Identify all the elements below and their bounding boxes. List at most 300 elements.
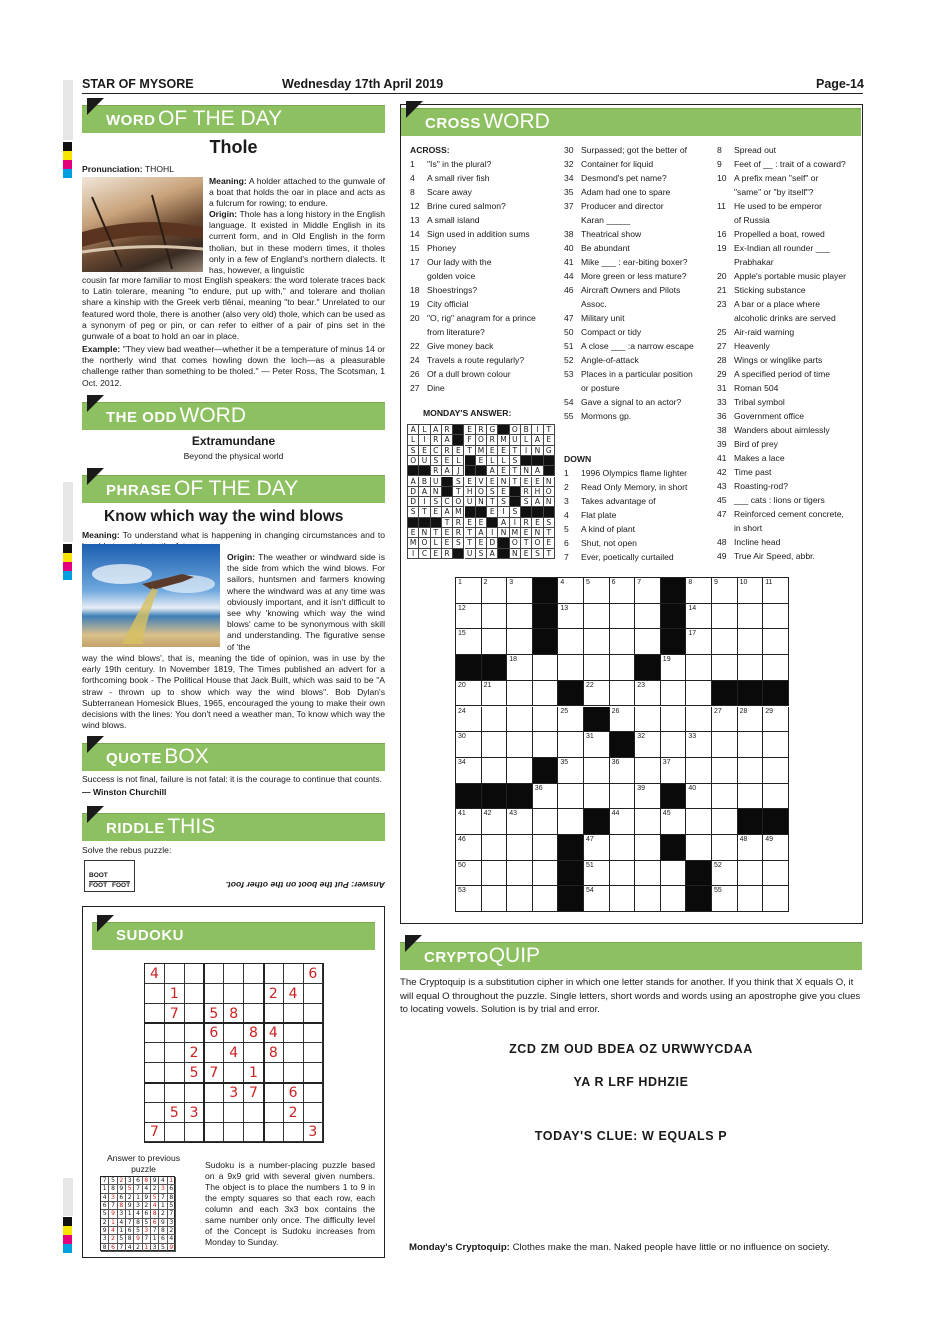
crossword-cell[interactable] <box>661 578 687 604</box>
banner-text: CROSS <box>425 115 481 132</box>
sudoku-cell[interactable] <box>244 984 264 1004</box>
crossword-cell[interactable] <box>456 784 482 810</box>
sudoku-cell[interactable] <box>264 1103 284 1123</box>
clue-line: 18 Shoestrings? <box>410 285 478 295</box>
sudoku-cell[interactable] <box>264 1122 284 1142</box>
banner-text: BOX <box>164 745 209 768</box>
crossword-cell[interactable] <box>507 681 533 707</box>
crossword-cell[interactable] <box>712 861 738 887</box>
crossword-cell[interactable] <box>686 681 712 707</box>
clue-line: 8 Scare away <box>410 187 472 197</box>
crossword-cell[interactable] <box>763 861 789 887</box>
cell-number: 25 <box>560 707 569 715</box>
sudoku-answer-cell: 6 <box>101 1202 109 1210</box>
crossword-cell[interactable] <box>558 681 584 707</box>
sudoku-cell: 8 <box>224 1004 244 1024</box>
crossword-cell[interactable] <box>738 758 764 784</box>
answer-cell: H <box>465 487 476 497</box>
sudoku-cell[interactable] <box>204 964 224 984</box>
clue-line: of Russia <box>734 215 770 225</box>
crossword-cell[interactable] <box>686 886 712 912</box>
crossword-cell[interactable] <box>558 835 584 861</box>
sudoku-cell: 4 <box>145 964 165 984</box>
answer-cell: G <box>487 425 498 435</box>
sudoku-cell[interactable] <box>145 1083 165 1103</box>
crossword-cell[interactable] <box>584 655 610 681</box>
sudoku-cell[interactable] <box>185 1083 205 1103</box>
crossword-cell[interactable] <box>558 784 584 810</box>
crossword-cell[interactable] <box>456 578 482 604</box>
word-example: Example: "They view bad weather—whether it be a temperature of minus 14 or the northerly wind that comes howling down the loch—as a pleasurable challenge rather than something to be tholed." — Peter Ross, The Scotsman, 1 Oct. 2012. <box>82 344 386 388</box>
crossword-cell[interactable] <box>686 578 712 604</box>
answer-cell <box>510 487 521 497</box>
crossword-cell[interactable] <box>456 861 482 887</box>
sudoku-cell[interactable] <box>224 1103 244 1123</box>
crossword-cell[interactable] <box>686 809 712 835</box>
riddle-prompt: Solve the rebus puzzle: <box>82 845 172 855</box>
answer-cell: D <box>408 497 419 507</box>
crossword-cell[interactable] <box>558 809 584 835</box>
sudoku-cell[interactable] <box>185 1122 205 1142</box>
sudoku-cell[interactable] <box>224 1063 244 1083</box>
answer-cell: A <box>487 466 498 476</box>
crossword-cell[interactable] <box>456 629 482 655</box>
crossword-cell[interactable] <box>558 861 584 887</box>
answer-cell: I <box>498 507 509 517</box>
answer-cell: E <box>476 538 487 548</box>
crossword-cell[interactable] <box>507 886 533 912</box>
crossword-cell[interactable] <box>635 809 661 835</box>
sudoku-cell[interactable] <box>204 1083 224 1103</box>
clue-line: 26 Of a dull brown colour <box>410 369 511 379</box>
banner-text: QUOTE <box>106 750 162 767</box>
crossword-cell[interactable] <box>712 655 738 681</box>
sudoku-cell[interactable] <box>284 1023 304 1043</box>
sudoku-cell[interactable] <box>204 1122 224 1142</box>
crossword-cell[interactable] <box>686 835 712 861</box>
crossword-cell[interactable] <box>482 886 508 912</box>
crossword-cell[interactable] <box>686 861 712 887</box>
crossword-cell[interactable] <box>456 707 482 733</box>
answer-cell: T <box>465 538 476 548</box>
crossword-cell[interactable] <box>763 809 789 835</box>
crossword-cell[interactable] <box>482 809 508 835</box>
crossword-cell[interactable] <box>763 578 789 604</box>
sudoku-cell[interactable] <box>165 1063 185 1083</box>
crossword-cell[interactable] <box>712 732 738 758</box>
crossword-cell[interactable] <box>533 835 559 861</box>
sudoku-cell[interactable] <box>185 1023 205 1043</box>
sudoku-cell[interactable] <box>284 1063 304 1083</box>
sudoku-cell[interactable] <box>165 1083 185 1103</box>
crossword-cell[interactable] <box>763 784 789 810</box>
crossword-cell[interactable] <box>738 707 764 733</box>
crossword-cell[interactable] <box>635 655 661 681</box>
crossword-cell[interactable] <box>635 604 661 630</box>
crossword-cell[interactable] <box>738 655 764 681</box>
sudoku-cell[interactable] <box>145 1043 165 1063</box>
sudoku-cell: 7 <box>145 1122 165 1142</box>
sudoku-cell[interactable] <box>303 1023 323 1043</box>
crossword-cell[interactable] <box>584 835 610 861</box>
crossword-cell[interactable] <box>712 784 738 810</box>
crossword-cell[interactable] <box>482 629 508 655</box>
sudoku-cell[interactable] <box>244 1122 264 1142</box>
crossword-cell[interactable] <box>712 835 738 861</box>
crossword-cell[interactable] <box>482 758 508 784</box>
answer-cell: N <box>532 528 543 538</box>
cell-number: 11 <box>765 579 773 586</box>
sudoku-cell[interactable] <box>145 1004 165 1024</box>
sudoku-answer-cell: 3 <box>151 1244 159 1252</box>
sudoku-cell[interactable] <box>165 1043 185 1063</box>
crossword-cell[interactable] <box>533 707 559 733</box>
crossword-cell[interactable] <box>507 784 533 810</box>
answer-cell: A <box>442 507 453 517</box>
crossword-cell[interactable] <box>456 835 482 861</box>
across-clues-col1 <box>410 157 536 395</box>
rebus-left: FOOT <box>89 882 108 889</box>
crossword-cell[interactable] <box>533 578 559 604</box>
crossword-cell[interactable] <box>610 861 636 887</box>
crossword-cell[interactable] <box>610 784 636 810</box>
crossword-cell[interactable] <box>763 604 789 630</box>
sudoku-cell[interactable] <box>145 1103 165 1123</box>
crossword-cell[interactable] <box>661 809 687 835</box>
crossword-cell[interactable] <box>661 886 687 912</box>
crossword-cell[interactable] <box>456 758 482 784</box>
crossword-cell[interactable] <box>584 732 610 758</box>
crossword-cell[interactable] <box>610 886 636 912</box>
crossword-cell[interactable] <box>482 681 508 707</box>
crossword-cell[interactable] <box>533 681 559 707</box>
sudoku-cell[interactable] <box>224 964 244 984</box>
crossword-cell[interactable] <box>635 707 661 733</box>
crossword-cell[interactable] <box>738 732 764 758</box>
crossword-cell[interactable] <box>661 655 687 681</box>
sudoku-cell[interactable] <box>165 1023 185 1043</box>
crossword-cell[interactable] <box>661 707 687 733</box>
crossword-cell[interactable] <box>558 655 584 681</box>
answer-cell: A <box>431 425 442 435</box>
crossword-cell[interactable] <box>635 629 661 655</box>
crossword-cell[interactable] <box>584 707 610 733</box>
crossword-cell[interactable] <box>610 681 636 707</box>
sudoku-cell: 2 <box>185 1043 205 1063</box>
cell-number: 44 <box>611 810 620 818</box>
answer-cell: L <box>431 538 442 548</box>
answer-cell: A <box>442 435 453 445</box>
crossword-cell[interactable] <box>507 604 533 630</box>
crossword-cell[interactable] <box>507 707 533 733</box>
crossword-cell[interactable] <box>558 578 584 604</box>
crossword-cell[interactable] <box>533 758 559 784</box>
crossword-cell[interactable] <box>635 681 661 707</box>
crossword-cell[interactable] <box>738 861 764 887</box>
answer-cell <box>453 425 464 435</box>
crossword-cell[interactable] <box>507 835 533 861</box>
sudoku-cell[interactable] <box>244 1043 264 1063</box>
sudoku-cell: 7 <box>204 1063 224 1083</box>
answer-cell: T <box>521 538 532 548</box>
crossword-cell[interactable] <box>610 707 636 733</box>
crossword-cell[interactable] <box>661 732 687 758</box>
crossword-cell[interactable] <box>686 732 712 758</box>
sudoku-cell: 6 <box>204 1023 224 1043</box>
crossword-cell[interactable] <box>558 732 584 758</box>
answer-cell: S <box>431 456 442 466</box>
crossword-cell[interactable] <box>482 732 508 758</box>
answer-cell: J <box>453 466 464 476</box>
paper-name: STAR OF MYSORE <box>82 77 194 91</box>
crossword-cell[interactable] <box>661 681 687 707</box>
sudoku-cell[interactable] <box>303 1103 323 1123</box>
cell-number: 35 <box>560 758 569 766</box>
crossword-cell[interactable] <box>763 758 789 784</box>
cell-number: 51 <box>586 861 594 869</box>
crossword-cell[interactable] <box>738 578 764 604</box>
crossword-cell[interactable] <box>456 604 482 630</box>
answer-cell: A <box>532 466 543 476</box>
crossword-cell[interactable] <box>533 861 559 887</box>
sudoku-cell[interactable] <box>224 984 244 1004</box>
crossword-cell[interactable] <box>686 758 712 784</box>
sudoku-cell[interactable] <box>303 1043 323 1063</box>
clue-line: 15 Phoney <box>410 243 457 253</box>
sudoku-answer-cell: 5 <box>118 1235 126 1243</box>
crossword-cell[interactable] <box>738 809 764 835</box>
crossword-cell[interactable] <box>661 604 687 630</box>
crossword-cell[interactable] <box>584 809 610 835</box>
answer-cell: R <box>453 528 464 538</box>
sudoku-cell[interactable] <box>224 1023 244 1043</box>
crossword-cell[interactable] <box>507 732 533 758</box>
crossword-cell[interactable] <box>482 604 508 630</box>
crossword-cell[interactable] <box>558 707 584 733</box>
cell-number: 29 <box>765 707 773 715</box>
clue-line: 42 Time past <box>717 467 772 477</box>
cell-number: 45 <box>662 810 671 818</box>
crossword-cell[interactable] <box>533 732 559 758</box>
sudoku-cell[interactable] <box>145 984 165 1004</box>
crossword-cell[interactable] <box>738 784 764 810</box>
crossword-cell[interactable] <box>712 707 738 733</box>
crossword-cell[interactable] <box>584 604 610 630</box>
crossword-cell[interactable] <box>635 835 661 861</box>
crossword-cell[interactable] <box>533 886 559 912</box>
sudoku-answer-cell: 5 <box>101 1210 109 1218</box>
crossword-cell[interactable] <box>712 604 738 630</box>
crossword-cell[interactable] <box>763 655 789 681</box>
banner-text: CRYPTO <box>424 949 489 966</box>
sudoku-cell[interactable] <box>185 964 205 984</box>
crossword-cell[interactable] <box>533 655 559 681</box>
answer-cell: N <box>431 487 442 497</box>
sudoku-cell[interactable] <box>303 1004 323 1024</box>
crossword-cell[interactable] <box>635 732 661 758</box>
crossword-cell[interactable] <box>533 629 559 655</box>
sudoku-cell[interactable] <box>303 1063 323 1083</box>
crossword-cell[interactable] <box>610 758 636 784</box>
sudoku-cell[interactable] <box>303 1083 323 1103</box>
sudoku-cell[interactable] <box>165 964 185 984</box>
sudoku-cell[interactable] <box>284 1043 304 1063</box>
sudoku-cell[interactable] <box>284 1122 304 1142</box>
sudoku-cell[interactable] <box>185 984 205 1004</box>
crossword-cell[interactable] <box>661 861 687 887</box>
crossword-cell[interactable] <box>661 629 687 655</box>
crossword-cell[interactable] <box>763 886 789 912</box>
sudoku-cell[interactable] <box>264 1063 284 1083</box>
cell-number: 24 <box>458 707 466 715</box>
crossword-cell[interactable] <box>686 629 712 655</box>
sudoku-answer-cell: 6 <box>143 1210 151 1218</box>
crossword-cell[interactable] <box>507 578 533 604</box>
crossword-cell[interactable] <box>610 809 636 835</box>
crossword-cell[interactable] <box>533 604 559 630</box>
crossword-cell[interactable] <box>558 758 584 784</box>
crossword-cell[interactable] <box>584 681 610 707</box>
sudoku-cell[interactable] <box>204 984 224 1004</box>
crossword-cell[interactable] <box>763 835 789 861</box>
answer-cell: V <box>476 477 487 487</box>
crossword-cell[interactable] <box>584 886 610 912</box>
crossword-cell[interactable] <box>507 629 533 655</box>
sudoku-cell[interactable] <box>165 1122 185 1142</box>
crossword-cell[interactable] <box>610 655 636 681</box>
crossword-cell[interactable] <box>763 629 789 655</box>
sudoku-cell[interactable] <box>284 964 304 984</box>
sudoku-answer-cell: 5 <box>143 1219 151 1227</box>
crossword-cell[interactable] <box>610 604 636 630</box>
crossword-cell[interactable] <box>635 861 661 887</box>
crossword-cell[interactable] <box>712 758 738 784</box>
sudoku-cell[interactable] <box>244 1103 264 1123</box>
crossword-cell[interactable] <box>635 886 661 912</box>
answer-cell: O <box>510 425 521 435</box>
answer-cell: U <box>465 497 476 507</box>
crossword-cell[interactable] <box>482 707 508 733</box>
sudoku-cell[interactable] <box>284 1004 304 1024</box>
crossword-cell[interactable] <box>738 835 764 861</box>
crossword-cell[interactable] <box>610 835 636 861</box>
crossword-cell[interactable] <box>456 655 482 681</box>
crossword-cell[interactable] <box>712 629 738 655</box>
crossword-cell[interactable] <box>507 655 533 681</box>
banner-text: PHRASE <box>106 482 172 499</box>
crossword-cell[interactable] <box>533 784 559 810</box>
clue-line: 41 Mike ___ : ear-biting boxer? <box>564 257 688 267</box>
crossword-cell[interactable] <box>482 655 508 681</box>
crossword-cell[interactable] <box>661 758 687 784</box>
crossword-cell[interactable] <box>482 835 508 861</box>
sudoku-answer-cell: 2 <box>118 1177 126 1185</box>
crossword-cell[interactable] <box>661 835 687 861</box>
answer-cell: T <box>419 507 430 517</box>
answer-cell: S <box>487 487 498 497</box>
crossword-cell[interactable] <box>738 629 764 655</box>
clue-line: 35 Adam had one to spare <box>564 187 671 197</box>
crossword-cell[interactable] <box>738 681 764 707</box>
sudoku-cell[interactable] <box>244 1004 264 1024</box>
cell-number: 31 <box>586 733 594 741</box>
sudoku-cell[interactable] <box>224 1122 244 1142</box>
answer-cell: E <box>521 549 532 559</box>
crossword-cell[interactable] <box>712 886 738 912</box>
phrase-banner <box>82 475 385 503</box>
crossword-cell[interactable] <box>738 604 764 630</box>
sudoku-cell[interactable] <box>264 1083 284 1103</box>
crossword-cell[interactable] <box>712 809 738 835</box>
crossword-cell[interactable] <box>686 707 712 733</box>
crossword-cell[interactable] <box>584 629 610 655</box>
crossword-cell[interactable] <box>533 809 559 835</box>
sudoku-cell[interactable] <box>204 1103 224 1123</box>
crossword-cell[interactable] <box>712 578 738 604</box>
crossword-cell[interactable] <box>712 681 738 707</box>
banner-text: THE ODD <box>106 409 177 426</box>
answer-cell <box>465 466 476 476</box>
sudoku-cell[interactable] <box>303 984 323 1004</box>
crossword-cell[interactable] <box>686 655 712 681</box>
crossword-cell[interactable] <box>686 604 712 630</box>
crossword-cell[interactable] <box>456 732 482 758</box>
sudoku-cell[interactable] <box>145 1063 165 1083</box>
crossword-cell[interactable] <box>507 758 533 784</box>
crossword-cell[interactable] <box>763 681 789 707</box>
crossword-cell[interactable] <box>635 758 661 784</box>
sudoku-cell[interactable] <box>264 964 284 984</box>
sudoku-cell[interactable] <box>244 964 264 984</box>
sudoku-cell[interactable] <box>185 1004 205 1024</box>
crossword-cell[interactable] <box>635 784 661 810</box>
answer-cell: U <box>465 549 476 559</box>
crossword-cell[interactable] <box>482 784 508 810</box>
crossword-cell[interactable] <box>482 578 508 604</box>
cell-number: 14 <box>688 604 697 612</box>
sudoku-cell[interactable] <box>204 1043 224 1063</box>
crossword-cell[interactable] <box>507 861 533 887</box>
crossword-cell[interactable] <box>610 629 636 655</box>
crossword-cell[interactable] <box>584 784 610 810</box>
crossword-cell[interactable] <box>456 681 482 707</box>
crossword-cell[interactable] <box>507 809 533 835</box>
crossword-cell[interactable] <box>558 886 584 912</box>
crossword-cell[interactable] <box>456 886 482 912</box>
crossword-cell[interactable] <box>584 758 610 784</box>
crossword-cell[interactable] <box>584 578 610 604</box>
crossword-cell[interactable] <box>558 604 584 630</box>
answer-cell: H <box>532 487 543 497</box>
crossword-cell[interactable] <box>686 784 712 810</box>
crossword-cell[interactable] <box>635 578 661 604</box>
crossword-cell[interactable] <box>482 861 508 887</box>
crossword-cell[interactable] <box>763 732 789 758</box>
crossword-cell[interactable] <box>738 886 764 912</box>
sudoku-cell[interactable] <box>145 1023 165 1043</box>
answer-cell: S <box>408 446 419 456</box>
crossword-cell[interactable] <box>610 732 636 758</box>
crossword-cell[interactable] <box>763 707 789 733</box>
crossword-cell[interactable] <box>584 861 610 887</box>
crossword-cell[interactable] <box>558 629 584 655</box>
crossword-cell[interactable] <box>456 809 482 835</box>
crossword-cell[interactable] <box>661 784 687 810</box>
crossword-cell[interactable] <box>610 578 636 604</box>
cell-number: 40 <box>688 784 697 792</box>
sudoku-cell[interactable] <box>264 1004 284 1024</box>
answer-cell: E <box>465 518 476 528</box>
